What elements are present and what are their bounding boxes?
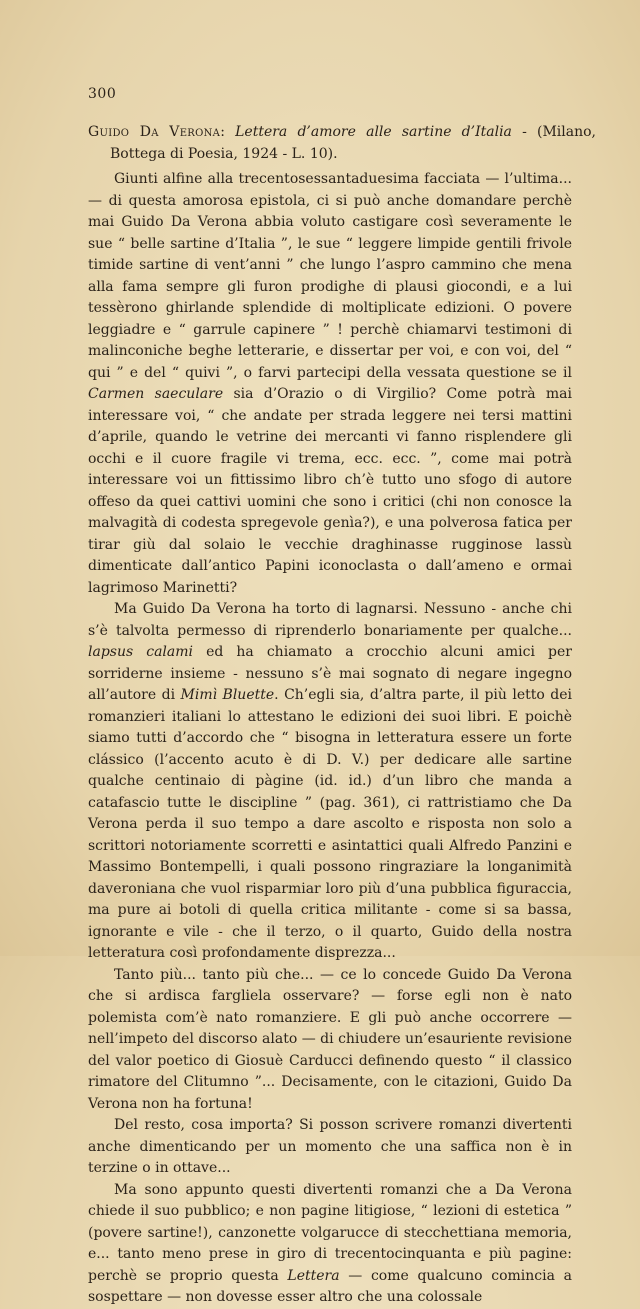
page-number: 300 (88, 86, 117, 102)
text-run: Giunti alfine alla trecentosessantaduesima facciata — l’ultima... — di questa amorosa epistola, ci si può anche domandare perchè mai Guido Da Verona abbia voluto castigare così severamente le sue “ belle sartine d’Italia ”, le sue “ leggere limpide gentili frivole timide sartine di vent’anni ” che lungo l’aspro cammino che mena alla fama sempre gli furon prodighe di plausi giocondi, e a lui tessèrono ghirlande splendide di moltiplicate edizioni. O povere leggiadre e “ garrule capinere ” ! perchè chiamarvi testimoni di malinconiche beghe letterarie, e dissertar per voi, e con voi, del “ qui ” e del “ quivi ”, o farvi partecipi della vessata questione se il (88, 171, 572, 381)
text-run: . Ch’egli sia, d’altra parte, il più letto dei romanzieri italiani lo attestano le edizioni dei suoi libri. E poichè siamo tutti d’accordo che “ bisogna in letteratura essere un forte clássico (l’accento acuto è di D. V.) per dedicare alle sartine qualche centinaio di pàgine (id. id.) d’un libro che manda a catafascio tutte le discipline ” (pag. 361), ci rattristiamo che Da Verona perda il suo tempo a dare ascolto e risposta non solo a scrittori notoriamente scorretti e asintattici quali Alfredo Panzini e Massimo Bontempelli, i quali possono ringraziare la longanimità daveroniana che vuol risparmiar loro più d’una pubblica figuraccia, ma pure ai botoli di quella critica militante - come si sa bassa, ignorante e vile - che il terzo, o il quarto, Guido della nostra letteratura così profondamente disprezza... (88, 687, 572, 961)
text-run: Tanto più... tanto più che... — ce lo concede Guido Da Verona che si ardisca fargliela osservare? — forse egli non è nato polemista com’è nato romanziere. E gli può anche occorrere — nell’impeto del discorso alato — di chiudere un’esauriente revisione del valor poetico di Giosuè Carducci definendo questo “ il classico rimatore del Clitumno ”... Decisamente, con le citazioni, Guido Da Verona non ha fortuna! (88, 966, 572, 1112)
paragraph (88, 965, 572, 1116)
italic-phrase: Lettera (287, 1267, 340, 1284)
review-heading (88, 122, 596, 165)
text-run: — come qualcuno comincia a sospettare — non dovesse esser altro che una colossale (88, 1267, 572, 1305)
italic-phrase: Carmen saeculare (88, 386, 224, 402)
text-run: Ma Guido Da Verona ha torto di lagnarsi. Nessuno - anche chi s’è talvolta permesso di riprenderlo bonariamente per qualche... (88, 601, 572, 639)
review-body (88, 169, 572, 1309)
text-run: Ma sono appunto questi divertenti romanzi che a Da Verona chiede il suo pubblico; e non pagine litigiose, “ lezioni di estetica ” (povere sartine!), canzonette volgarucce di stecchettiana memoria, e... tanto meno prese in giro di trecentocinquanta e più pagine: perchè se proprio questa (88, 1181, 572, 1284)
author-name: Guido Da Verona (88, 124, 221, 140)
paragraph (88, 599, 572, 965)
publication-info: - (Milano, Bottega di Poesia, 1924 - L. 10). (110, 124, 597, 162)
paragraph (88, 1115, 572, 1180)
paragraph (88, 169, 572, 599)
author-separator: : (220, 124, 236, 140)
book-title: Lettera d’amore alle sartine d’Italia (235, 124, 512, 140)
text-run: ed ha chiamato a crocchio alcuni amici per sorriderne insieme - nessuno s’è mai sognato di negare ingegno all’autore di (88, 644, 572, 703)
italic-phrase: Mimì Bluette (180, 687, 275, 703)
paragraph (88, 1180, 572, 1309)
italic-phrase: lapsus calami (88, 644, 194, 660)
text-run: sia d’Orazio o di Virgilio? Come potrà mai interessare voi, “ che andate per strada leggere nei tersi mattini d’aprile, quando le vetrine dei mercanti vi fanno risplendere gli occhi e il cuore fragile vi trema, ecc. ecc. ”, come mai potrà interessare voi un fittissimo libro ch’è tutto uno sfogo di autore offeso da quei cattivi uomini che sono i critici (chi non conosce la malvagità di codesta spregevole genìa?), e una polverosa fatica per tirar giù dal solaio le vecchie draghinasse rugginose lassù dimenticate dall’antico Papini iconoclasta o dall’ameno e ormai lagrimoso Marinetti? (88, 386, 572, 596)
text-run: Del resto, cosa importa? Si posson scrivere romanzi divertenti anche dimenticando per un momento che una saffica non è in terzine o in ottave... (88, 1117, 572, 1176)
